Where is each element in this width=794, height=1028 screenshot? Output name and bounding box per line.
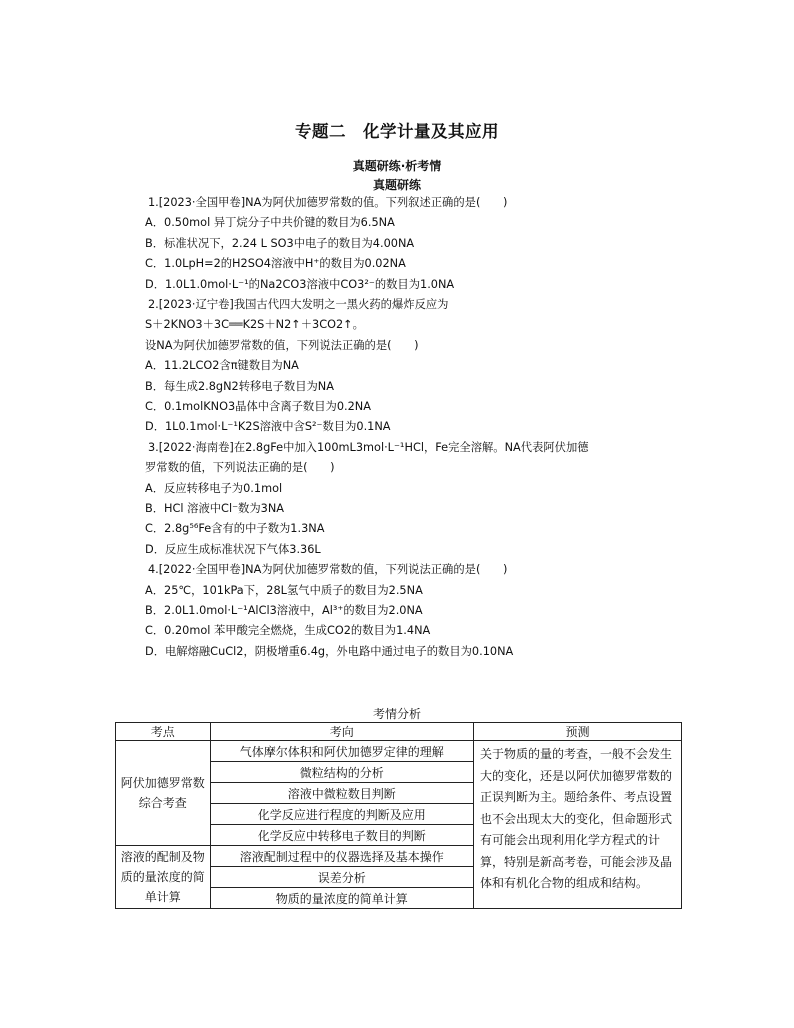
kaodian-cell: 阿伏加德罗常数综合考查 [116,741,211,846]
kaoxiang-cell: 溶液配制过程中的仪器选择及基本操作 [210,846,474,867]
question-line: B．每生成2.8gN2转移电子数目为NA [145,379,334,393]
question-line: 1.[2023·全国甲卷]NA为阿伏加德罗常数的值。下列叙述正确的是( ) [148,196,508,209]
question-line: B．2.0L1.0mol·L⁻¹AlCl3溶液中，Al³⁺的数目为2.0NA [145,604,423,617]
kaoxiang-cell: 误差分析 [210,867,474,888]
question-line: C．0.1molKNO3晶体中含离子数目为0.2NA [145,400,371,413]
question-line: S＋2KNO3＋3C══K2S＋N2↑＋3CO2↑。 [145,318,364,332]
header-kaoxiang: 考向 [210,723,474,741]
question-line: D．1.0L1.0mol·L⁻¹的Na2CO3溶液中CO3²⁻的数目为1.0NA [145,277,455,291]
kaoxiang-cell: 化学反应进行程度的判断及应用 [210,804,474,825]
kaoxiang-cell: 化学反应中转移电子数目的判断 [210,825,474,846]
question-line: A．11.2LCO2含π键数目为NA [145,359,299,373]
analysis-table [115,722,682,909]
table-header-row [116,723,682,741]
kaoxiang-cell: 物质的量浓度的简单计算 [210,888,474,909]
question-line: C．0.20mol 苯甲酸完全燃烧，生成CO2的数目为1.4NA [145,624,431,638]
question-line: A．25℃，101kPa下，28L氢气中质子的数目为2.5NA [145,583,423,597]
table-title: 考情分析 [372,707,421,721]
question-line: C．1.0LpH=2的H2SO4溶液中H⁺的数目为0.02NA [145,257,406,271]
question-line: D．反应生成标准状况下气体3.36L [145,542,321,556]
subsection-heading: 真题研练 [372,178,421,192]
header-yuce: 预测 [474,723,682,741]
prediction-cell: 关于物质的量的考查，一般不会发生大的变化，还是以阿伏加德罗常数的正误判断为主。题给条件、考点设置也不会出现太大的变化，但命题形式有可能会出现利用化学方程式的计算，特别是新高考卷，可能会涉及晶体和有机化合物的组成和结构。 [474,741,682,909]
question-line: A．0.50mol 异丁烷分子中共价键的数目为6.5NA [145,216,395,230]
question-line: A．反应转移电子为0.1mol [145,481,283,495]
question-line: 3.[2022·海南卷]在2.8gFe中加入100mL3mol·L⁻¹HCl，Fe完全溶解。NA代表阿伏加德 [148,440,589,454]
kaoxiang-cell: 微粒结构的分析 [210,762,474,783]
question-line: D．1L0.1mol·L⁻¹K2S溶液中含S²⁻数目为0.1NA [145,420,391,434]
question-line: C．2.8g⁵⁶Fe含有的中子数为1.3NA [145,522,325,536]
question-line: 2.[2023·辽宁卷]我国古代四大发明之一黑火药的爆炸反应为 [148,298,449,311]
kaoxiang-cell: 气体摩尔体积和阿伏加德罗定律的理解 [210,741,474,762]
kaodian-cell: 溶液的配制及物质的量浓度的简单计算 [116,846,211,909]
question-line: B．HCl 溶液中Cl⁻数为3NA [145,502,284,515]
question-line: B．标准状况下，2.24 L SO3中电子的数目为4.00NA [145,236,415,250]
question-line: 设NA为阿伏加德罗常数的值，下列说法正确的是( ) [145,338,419,352]
question-line: 4.[2022·全国甲卷]NA为阿伏加德罗常数的值，下列说法正确的是( ) [148,563,508,577]
question-line: 罗常数的值，下列说法正确的是( ) [145,461,335,475]
kaoxiang-cell: 溶液中微粒数目判断 [210,783,474,804]
question-line: D．电解熔融CuCl2，阴极增重6.4g，外电路中通过电子的数目为0.10NA [145,644,514,658]
section-heading: 真题研练·析考情 [352,159,442,173]
page-title: 专题二 化学计量及其应用 [295,122,499,141]
header-kaodian: 考点 [116,723,211,741]
table-row [116,741,682,762]
